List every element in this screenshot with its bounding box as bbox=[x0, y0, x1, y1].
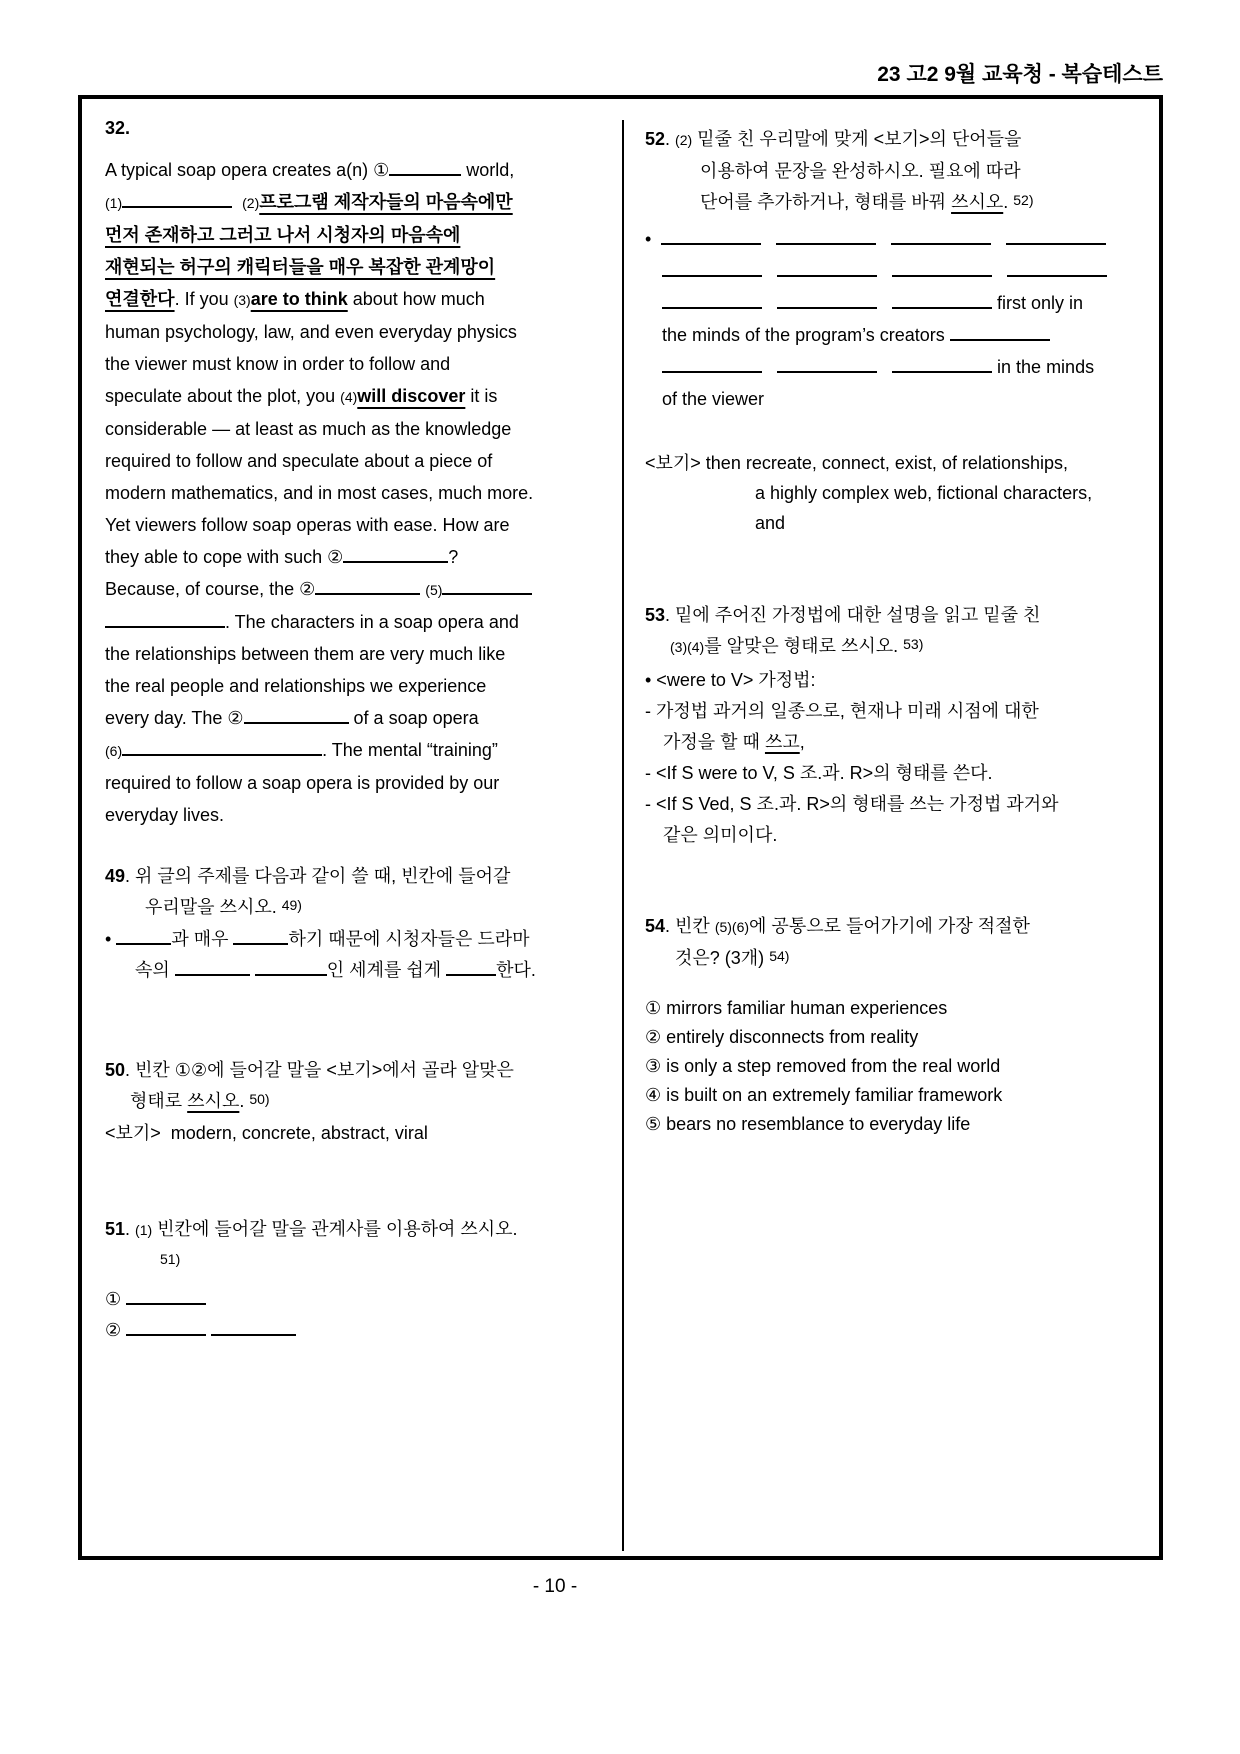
q54-option bbox=[645, 1023, 1135, 1052]
left-column bbox=[105, 99, 555, 1346]
text-segment: the real people and relationships we experience bbox=[105, 676, 487, 696]
text-segment: considerable — at least as much as the knowledge bbox=[105, 419, 512, 439]
text-segment: - <If S Ved, S 조.과. R>의 형태를 쓰는 가정법 과거와 bbox=[645, 794, 1059, 814]
answer-blank bbox=[315, 579, 420, 595]
q52-header bbox=[645, 124, 1135, 156]
q54-option bbox=[645, 1052, 1135, 1081]
text-segment: . bbox=[125, 1219, 136, 1239]
text-segment: 한다. bbox=[496, 960, 536, 980]
q52-word-bank bbox=[645, 448, 1135, 478]
q52-answer-row bbox=[645, 383, 1135, 415]
answer-blank bbox=[777, 293, 877, 309]
q54-option bbox=[645, 1081, 1135, 1110]
text-segment: 속의 bbox=[135, 960, 175, 980]
passage-line bbox=[105, 670, 555, 702]
text-segment: • bbox=[105, 929, 117, 949]
text-segment: ? bbox=[448, 547, 459, 567]
text-segment: <보기> then recreate, connect, exist, of relationships, bbox=[645, 453, 1068, 473]
answer-blank bbox=[122, 192, 232, 208]
text-segment: • bbox=[645, 229, 662, 249]
q51-footnote bbox=[105, 1246, 555, 1278]
text-segment: world, bbox=[461, 160, 515, 180]
text-segment: 인 세계를 쉽게 bbox=[326, 960, 447, 980]
content-frame bbox=[78, 95, 1163, 1560]
text-segment: . 빈칸 ①②에 들어갈 말을 <보기>에서 골라 알맞은 bbox=[125, 1060, 514, 1080]
text-segment: 쓰고 bbox=[764, 732, 800, 752]
text-segment: Yet viewers follow soap operas with ease. How are bbox=[105, 515, 510, 535]
text-segment: - <If S were to V, S 조.과. R>의 형태를 쓴다. bbox=[645, 763, 993, 783]
text-segment: (3)(4) bbox=[670, 639, 705, 655]
answer-blank bbox=[892, 357, 992, 373]
text-segment: 형태로 bbox=[130, 1091, 188, 1111]
text-segment: (2) bbox=[242, 195, 260, 211]
passage-line bbox=[105, 477, 555, 509]
text-segment: first only in bbox=[992, 293, 1084, 313]
question-32-number bbox=[105, 115, 555, 141]
text-segment: (5)(6) bbox=[714, 919, 750, 935]
answer-blank bbox=[662, 357, 762, 373]
text-segment: 단어를 추가하거나, 형태를 바꿔 bbox=[700, 192, 952, 212]
text-segment: 51 bbox=[105, 1219, 126, 1239]
passage-line bbox=[105, 413, 555, 445]
text-segment: . 밑에 주어진 가정법에 대한 설명을 읽고 밑줄 친 bbox=[665, 605, 1041, 625]
text-segment: 프로그램 제작자들의 마음속에만 bbox=[259, 192, 513, 212]
text-segment: . 빈칸 bbox=[665, 916, 715, 936]
text-segment: Because, of course, the ② bbox=[105, 579, 316, 599]
text-segment: . bbox=[1003, 192, 1014, 212]
text-segment: 같은 의미이다. bbox=[663, 825, 778, 845]
passage-line bbox=[105, 509, 555, 541]
text-segment: . If you bbox=[174, 289, 234, 309]
text-segment: • <were to V> 가정법: bbox=[645, 670, 816, 690]
text-segment: the viewer must know in order to follow and bbox=[105, 354, 451, 374]
passage-line bbox=[105, 606, 555, 638]
text-segment: . The characters in a soap opera and bbox=[225, 612, 519, 632]
answer-blank bbox=[777, 357, 877, 373]
text-segment: (1) bbox=[105, 195, 123, 211]
text-segment: a highly complex web, fictional characters, bbox=[755, 483, 1093, 503]
answer-blank bbox=[244, 708, 349, 724]
answer-blank bbox=[126, 1320, 206, 1336]
answer-blank bbox=[661, 229, 761, 245]
text-segment: 하기 때문에 시청자들은 드라마 bbox=[288, 929, 530, 949]
text-segment: it is bbox=[465, 386, 498, 406]
passage-line bbox=[105, 316, 555, 348]
text-segment: required to follow a soap opera is provided by our bbox=[105, 773, 500, 793]
text-segment bbox=[761, 229, 776, 249]
q50-header bbox=[105, 1055, 555, 1086]
passage-line bbox=[105, 251, 555, 283]
q53-note bbox=[645, 820, 1135, 851]
text-segment: human psychology, law, and even everyday physics bbox=[105, 322, 517, 342]
text-segment: 를 알맞은 형태로 쓰시오. bbox=[704, 636, 904, 656]
q52-header bbox=[645, 187, 1135, 219]
text-segment: 49 bbox=[105, 866, 126, 886]
q53-note bbox=[645, 696, 1135, 727]
answer-blank bbox=[777, 261, 877, 277]
q50-word-bank bbox=[105, 1118, 555, 1149]
q53-note bbox=[645, 789, 1135, 820]
passage-line bbox=[105, 638, 555, 670]
text-segment: and bbox=[755, 513, 786, 533]
text-segment: ③ is only a step removed from the real world bbox=[645, 1056, 1001, 1076]
text-segment: 우리말을 쓰시오. bbox=[145, 897, 282, 917]
text-segment: A typical soap opera creates a(n) ① bbox=[105, 160, 390, 180]
q53-note bbox=[645, 727, 1135, 758]
text-segment: of the viewer bbox=[662, 389, 765, 409]
text-segment bbox=[877, 357, 892, 377]
passage-line bbox=[105, 541, 555, 573]
text-segment: required to follow and speculate about a piece of bbox=[105, 451, 493, 471]
text-segment: are to think bbox=[250, 289, 348, 309]
text-segment bbox=[762, 261, 777, 281]
q52-answer-row bbox=[645, 255, 1135, 287]
text-segment: speculate about the plot, you bbox=[105, 386, 341, 406]
text-segment: . bbox=[665, 129, 676, 149]
column-divider bbox=[622, 120, 624, 1551]
text-segment: of a soap opera bbox=[348, 708, 479, 728]
text-segment: (4) bbox=[340, 389, 358, 405]
text-segment: everyday lives. bbox=[105, 805, 225, 825]
answer-blank bbox=[776, 229, 876, 245]
text-segment: 것은? (3개) bbox=[675, 948, 770, 968]
page-number: - 10 - bbox=[532, 1576, 578, 1597]
text-segment: 먼저 존재하고 그러고 나서 시청자의 마음속에 bbox=[105, 225, 461, 245]
q53-header bbox=[645, 600, 1135, 631]
q52-word-bank bbox=[645, 478, 1135, 508]
text-segment: 쓰시오 bbox=[187, 1091, 240, 1111]
text-segment bbox=[877, 261, 892, 281]
q53-header bbox=[645, 631, 1135, 663]
q54-header bbox=[645, 943, 1135, 975]
answer-blank bbox=[211, 1320, 296, 1336]
q49-answer-line bbox=[105, 924, 555, 955]
text-segment: ① mirrors familiar human experiences bbox=[645, 998, 948, 1018]
passage-line bbox=[105, 380, 555, 413]
answer-blank bbox=[892, 293, 992, 309]
text-segment: 에 공통으로 들어가기에 가장 적절한 bbox=[749, 916, 1030, 936]
q50-header bbox=[105, 1086, 555, 1118]
passage-line bbox=[105, 154, 555, 186]
text-segment: the relationships between them are very much like bbox=[105, 644, 506, 664]
text-segment: ② entirely disconnects from reality bbox=[645, 1027, 919, 1047]
q53-note bbox=[645, 665, 1135, 696]
answer-blank bbox=[442, 579, 532, 595]
answer-blank bbox=[891, 229, 991, 245]
text-segment: 가정을 할 때 bbox=[663, 732, 765, 752]
answer-blank bbox=[389, 160, 461, 176]
text-segment: (1) bbox=[135, 1222, 153, 1238]
passage-line bbox=[105, 799, 555, 831]
answer-blank bbox=[255, 960, 327, 976]
text-segment bbox=[762, 293, 777, 313]
q49-header bbox=[105, 861, 555, 892]
q53-note bbox=[645, 758, 1135, 789]
text-segment: in the minds bbox=[992, 357, 1095, 377]
text-segment bbox=[877, 293, 892, 313]
passage-line bbox=[105, 186, 555, 219]
text-segment: the minds of the program’s creators bbox=[662, 325, 950, 345]
answer-blank bbox=[892, 261, 992, 277]
answer-blank bbox=[662, 261, 762, 277]
passage-line bbox=[105, 573, 555, 606]
q52-answer-row bbox=[645, 223, 1135, 255]
text-segment: 과 매우 bbox=[171, 929, 234, 949]
right-column bbox=[645, 99, 1135, 1139]
answer-blank bbox=[116, 929, 171, 945]
text-segment: ④ is built on an extremely familiar framework bbox=[645, 1085, 1003, 1105]
text-segment: . 위 글의 주제를 다음과 같이 쓸 때, 빈칸에 들어갈 bbox=[125, 866, 511, 886]
text-segment: , bbox=[799, 732, 805, 752]
text-segment: 쓰시오 bbox=[951, 192, 1004, 212]
answer-blank bbox=[126, 1289, 206, 1305]
text-segment: 32. bbox=[105, 118, 131, 138]
passage-line bbox=[105, 702, 555, 734]
text-segment: 53 bbox=[645, 605, 666, 625]
q54-option bbox=[645, 994, 1135, 1023]
text-segment bbox=[992, 261, 1007, 281]
text-segment: 50 bbox=[105, 1060, 126, 1080]
answer-blank bbox=[343, 547, 448, 563]
answer-blank bbox=[105, 612, 225, 628]
q54-option bbox=[645, 1110, 1135, 1139]
text-segment bbox=[762, 357, 777, 377]
text-segment: ⑤ bears no resemblance to everyday life bbox=[645, 1114, 971, 1134]
text-segment: 재현되는 허구의 캐릭터들을 매우 복잡한 관계망이 bbox=[105, 257, 496, 277]
text-segment: ② bbox=[105, 1320, 127, 1340]
text-segment: every day. The ② bbox=[105, 708, 244, 728]
text-segment: . bbox=[239, 1091, 250, 1111]
q51-header bbox=[105, 1214, 555, 1246]
text-segment bbox=[232, 192, 242, 212]
text-segment: 54) bbox=[769, 948, 790, 964]
text-segment: 이용하여 문장을 완성하시오. 필요에 따라 bbox=[700, 161, 1021, 181]
text-segment: 49) bbox=[281, 897, 302, 913]
q52-header bbox=[645, 156, 1135, 187]
passage-line bbox=[105, 734, 555, 767]
text-segment: will discover bbox=[357, 386, 466, 406]
q51-answer-line bbox=[105, 1315, 555, 1346]
answer-blank bbox=[175, 960, 250, 976]
answer-blank bbox=[1007, 261, 1107, 277]
text-segment: 밑줄 친 우리말에 맞게 <보기>의 단어들을 bbox=[692, 129, 1022, 149]
text-segment: (2) bbox=[675, 132, 693, 148]
text-segment: (5) bbox=[425, 582, 443, 598]
answer-blank bbox=[662, 293, 762, 309]
text-segment: modern mathematics, and in most cases, much more. bbox=[105, 483, 534, 503]
q51-answer-line bbox=[105, 1284, 555, 1315]
text-segment: 52) bbox=[1013, 192, 1034, 208]
q52-word-bank bbox=[645, 508, 1135, 538]
text-segment: <보기> modern, concrete, abstract, viral bbox=[105, 1123, 428, 1143]
text-segment: 연결한다 bbox=[105, 289, 175, 309]
passage-line bbox=[105, 348, 555, 380]
text-segment: about how much bbox=[347, 289, 485, 309]
answer-blank bbox=[1006, 229, 1106, 245]
text-segment: 53) bbox=[903, 636, 924, 652]
passage-line bbox=[105, 283, 555, 316]
q49-header bbox=[105, 892, 555, 924]
text-segment: ① bbox=[105, 1289, 127, 1309]
page-header-title: 23 고2 9월 교육청 - 복습테스트 bbox=[877, 63, 1163, 86]
text-segment: 빈칸에 들어갈 말을 관계사를 이용하여 쓰시오. bbox=[152, 1219, 518, 1239]
q52-answer-row bbox=[645, 319, 1135, 351]
q49-answer-line bbox=[105, 955, 555, 986]
answer-blank bbox=[950, 325, 1050, 341]
text-segment: they able to cope with such ② bbox=[105, 547, 344, 567]
answer-blank bbox=[122, 740, 322, 756]
text-segment: (3) bbox=[233, 292, 251, 308]
text-segment: 54 bbox=[645, 916, 666, 936]
answer-blank bbox=[233, 929, 288, 945]
q52-answer-row bbox=[645, 287, 1135, 319]
q54-header bbox=[645, 911, 1135, 943]
text-segment: . The mental “training” bbox=[322, 740, 498, 760]
text-segment bbox=[991, 229, 1006, 249]
passage-line bbox=[105, 219, 555, 251]
passage-line bbox=[105, 445, 555, 477]
q52-answer-row bbox=[645, 351, 1135, 383]
text-segment: 52 bbox=[645, 129, 666, 149]
answer-blank bbox=[446, 960, 496, 976]
passage-line bbox=[105, 767, 555, 799]
text-segment: - 가정법 과거의 일종으로, 현재나 미래 시점에 대한 bbox=[645, 701, 1039, 721]
text-segment: (6) bbox=[105, 743, 123, 759]
text-segment: 50) bbox=[249, 1091, 270, 1107]
text-segment: 51) bbox=[160, 1251, 181, 1267]
text-segment bbox=[876, 229, 891, 249]
